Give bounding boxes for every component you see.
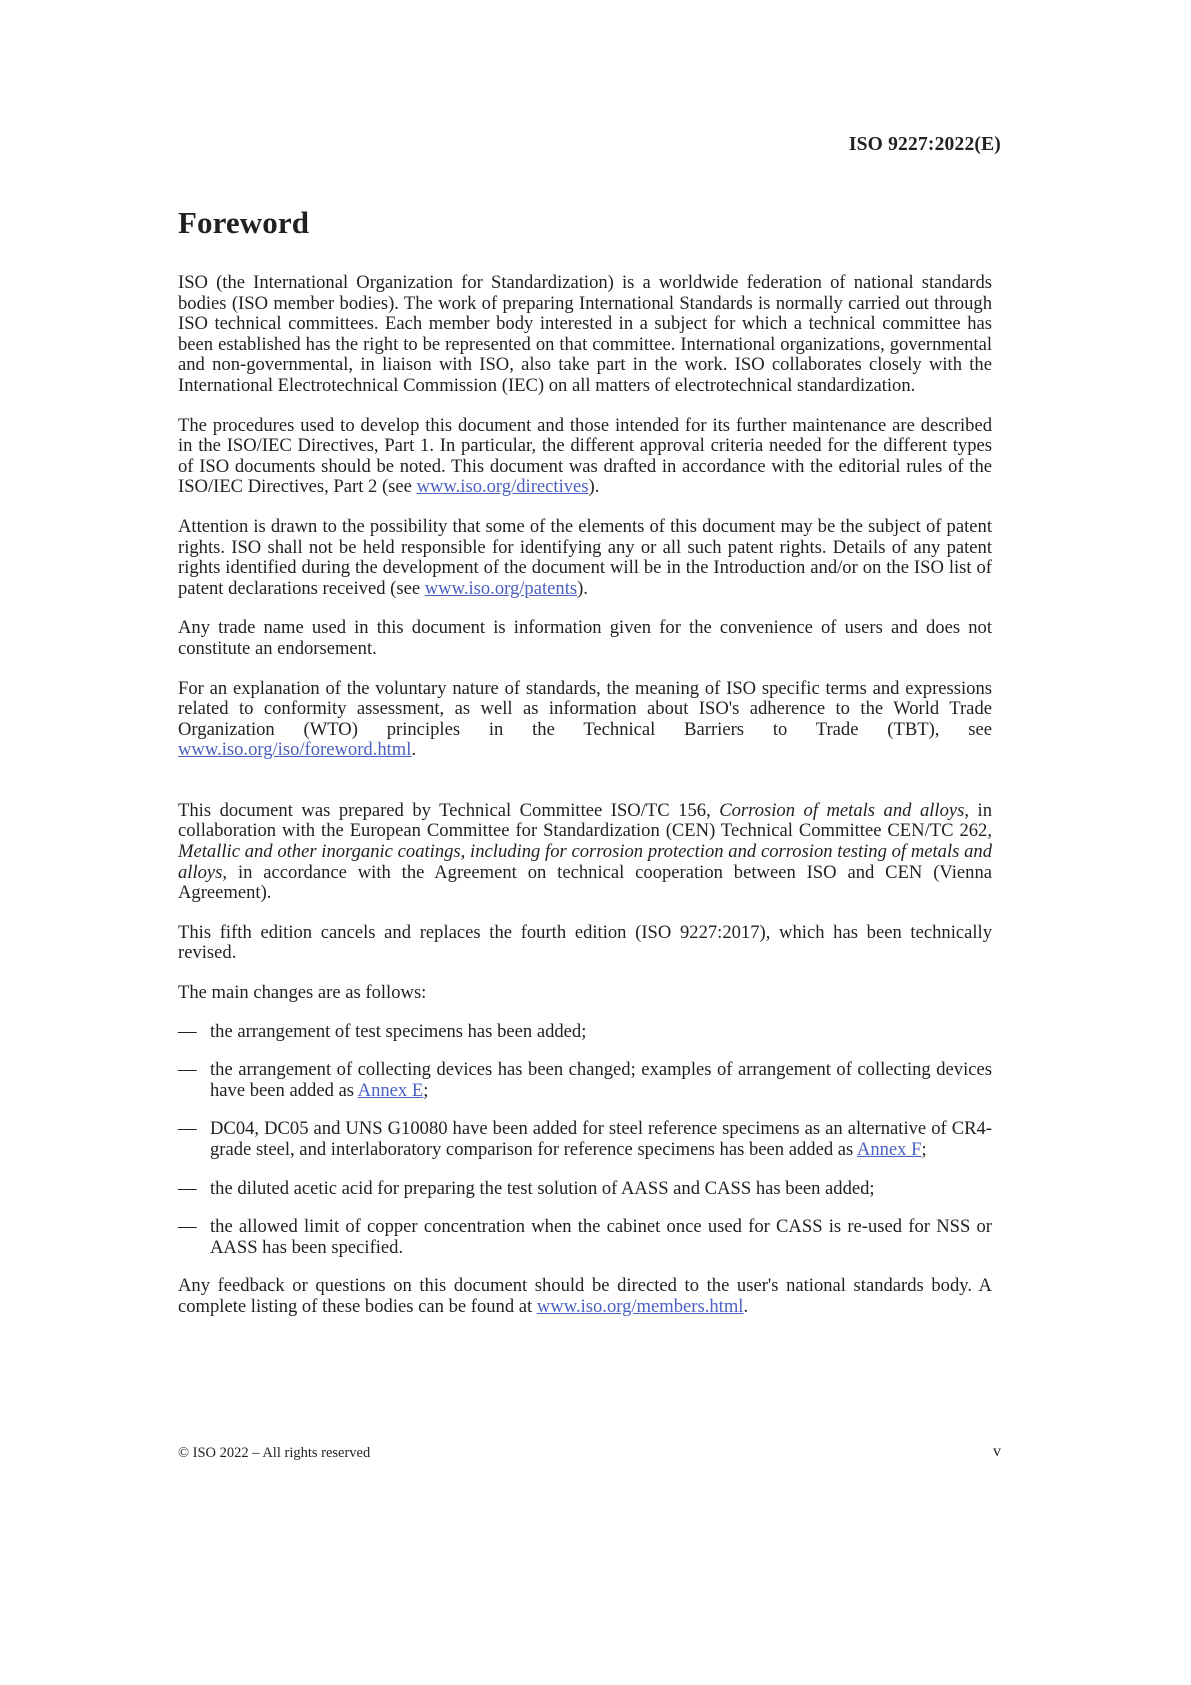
list-item-text: the diluted acetic acid for preparing the test solution of AASS and CASS has been added; (210, 1177, 875, 1199)
paragraph-patent-rights-tail: ). (577, 577, 588, 599)
main-changes-list (178, 1022, 992, 1259)
link-iso-directives[interactable]: www.iso.org/directives (416, 476, 589, 498)
paragraph-voluntary-nature-text: For an explanation of the voluntary nature of standards, the meaning of ISO specific terms and expressions related to conformity assessment, as well as information about ISO's adherence to the World Trade Organization (WTO) principles in the Technical Barriers to Trade (TBT), see (178, 677, 992, 740)
paragraph-feedback (178, 1276, 992, 1317)
paragraph-patent-rights (178, 517, 992, 599)
committee-title-tc156: Corrosion of metals and alloys (719, 799, 965, 821)
list-item-text: the arrangement of collecting devices has been changed; examples of arrangement of collecting devices have been added as (210, 1059, 992, 1101)
list-item (178, 1119, 992, 1160)
em-dash-bullet-icon: — (178, 1118, 197, 1140)
page-title: Foreword (178, 205, 310, 240)
em-dash-bullet-icon: — (178, 1177, 197, 1199)
paragraph-feedback-tail: . (743, 1295, 749, 1317)
paragraph-edition-replacement: This fifth edition cancels and replaces the fourth edition (ISO 9227:2017), which has been technically revised. (178, 921, 992, 964)
em-dash-bullet-icon: — (178, 1216, 197, 1238)
page-header-standard-ref: ISO 9227:2022(E) (848, 134, 1001, 155)
link-annex-e[interactable]: Annex E (357, 1079, 424, 1101)
link-iso-members[interactable]: www.iso.org/members.html (536, 1295, 744, 1317)
committee-text-1: This document was prepared by Technical Committee ISO/TC 156, (178, 799, 720, 821)
paragraph-voluntary-nature (178, 679, 992, 761)
link-iso-patents[interactable]: www.iso.org/patents (424, 577, 578, 599)
list-item-text: the arrangement of test specimens has been added; (210, 1020, 587, 1042)
committee-text-2: , in collaboration with the European Committee for Standardization (CEN) Technical Committee CEN/TC 262, (178, 799, 992, 842)
committee-text-3: in accordance with the Agreement on technical cooperation between ISO and CEN (Vienna Agreement). (178, 861, 992, 904)
list-item-tail: ; (921, 1139, 927, 1160)
paragraph-main-changes-intro: The main changes are as follows: (178, 982, 427, 1004)
paragraph-procedures-text: The procedures used to develop this document and those intended for its further maintenance are described in the ISO/IEC Directives, Part 1. In particular, the different approval criteria needed for the different types of ISO documents should be noted. This document was drafted in accordance with the editorial rules of the ISO/IEC Directives, Part 2 (see (178, 414, 992, 498)
list-item-text: DC04, DC05 and UNS G10080 have been added for steel reference specimens as an alternative of CR4-grade steel, and interlaboratory comparison for reference specimens has been added as (210, 1118, 992, 1160)
list-item (178, 1217, 992, 1258)
paragraph-procedures-tail: ). (588, 476, 600, 498)
list-item (178, 1060, 992, 1101)
link-iso-foreword[interactable]: www.iso.org/iso/foreword.html (178, 739, 412, 761)
paragraph-trade-name: Any trade name used in this document is information given for the convenience of users and does not constitute an endorsement. (178, 617, 992, 659)
paragraph-feedback-text: Any feedback or questions on this document should be directed to the user's national standards body. A complete listing of these bodies can be found at (178, 1275, 992, 1317)
paragraph-iso-description: ISO (the International Organization for Standardization) is a worldwide federation of national standards bodies (ISO member bodies). The work of preparing International Standards is normally carried out through ISO technical committees. Each member body interested in a subject for which a technical committee has been established has the right to be represented on that committee. International organizations, governmental and non-governmental, in liaison with ISO, also take part in the work. ISO collaborates closely with the International Electrotechnical Commission (IEC) on all matters of electrotechnical standardization. (178, 272, 992, 396)
paragraph-voluntary-nature-tail: . (411, 739, 417, 761)
list-item (178, 1022, 992, 1043)
em-dash-bullet-icon: — (178, 1020, 197, 1042)
paragraph-patent-rights-text: Attention is drawn to the possibility that some of the elements of this document may be the subject of patent rights. ISO shall not be held responsible for identifying any or all such patent rights. Details of any patent rights identified during the development of the document will be in the Introduction and/or on the ISO list of patent declarations received (see (178, 515, 992, 599)
paragraph-procedures (178, 416, 992, 498)
list-item-text: the allowed limit of copper concentration when the cabinet once used for CASS is re-used for NSS or AASS has been specified. (210, 1216, 992, 1258)
document-content (178, 205, 992, 1337)
em-dash-bullet-icon: — (178, 1059, 197, 1081)
footer-page-number: v (993, 1443, 1001, 1460)
list-item-tail: ; (423, 1079, 429, 1101)
link-annex-f[interactable]: Annex F (856, 1139, 922, 1160)
footer-copyright: © ISO 2022 – All rights reserved (178, 1445, 371, 1461)
committee-title-tc262: Metallic and other inorganic coatings, including for corrosion protection and corrosion testing of metals and alloys, (178, 841, 992, 883)
list-item (178, 1179, 992, 1200)
paragraph-committee-preparation (178, 801, 992, 904)
